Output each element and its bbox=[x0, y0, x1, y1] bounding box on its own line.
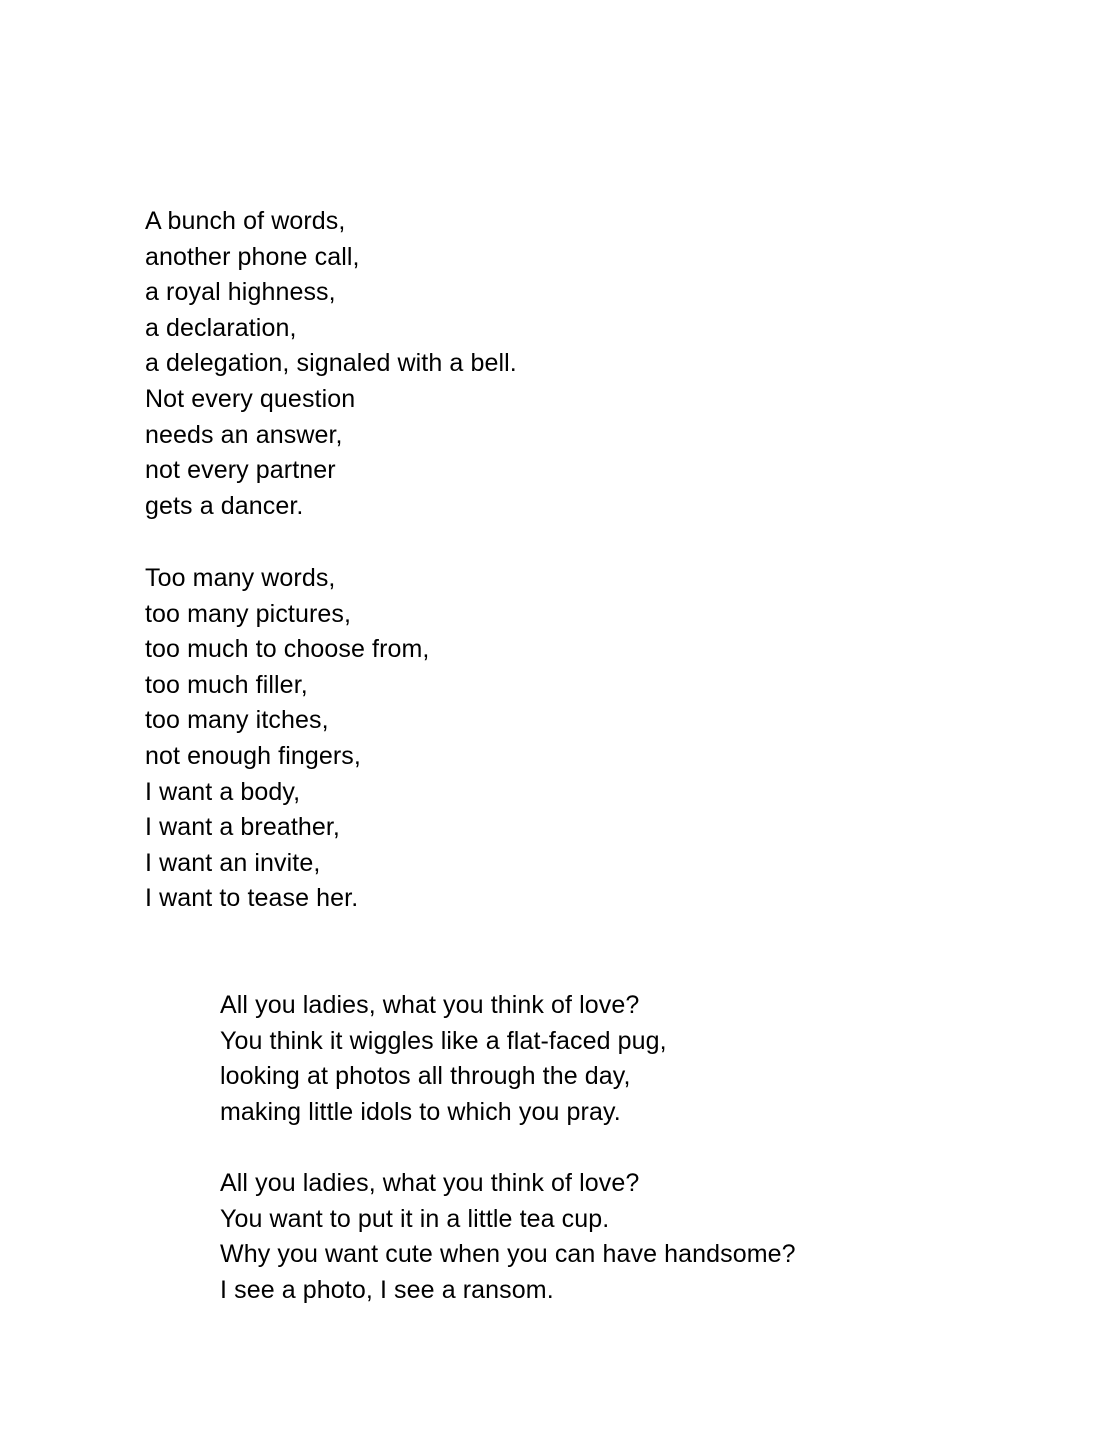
poem-line: a royal highness, bbox=[145, 278, 336, 307]
poem-line: You think it wiggles like a flat-faced pug, bbox=[220, 1026, 667, 1055]
poem-line: needs an answer, bbox=[145, 420, 343, 449]
stanza-3 bbox=[220, 988, 667, 1130]
poem-line: looking at photos all through the day, bbox=[220, 1062, 631, 1091]
poem-line: too much filler, bbox=[145, 670, 308, 699]
poem-line: All you ladies, what you think of love? bbox=[220, 1169, 640, 1197]
poem-line: Too many words, bbox=[145, 564, 336, 592]
poem-line: Why you want cute when you can have handsome? bbox=[220, 1240, 796, 1269]
stanza-2 bbox=[145, 561, 429, 917]
poem-line: I want an invite, bbox=[145, 848, 321, 877]
poem-line: gets a dancer. bbox=[145, 491, 304, 520]
poem-line: I see a photo, I see a ransom. bbox=[220, 1275, 554, 1304]
stanza-1 bbox=[145, 204, 517, 524]
poem-line: I want to tease her. bbox=[145, 884, 359, 913]
poem-line: too much to choose from, bbox=[145, 635, 430, 664]
poem-line: You want to put it in a little tea cup. bbox=[220, 1204, 610, 1233]
poem-line: a delegation, signaled with a bell. bbox=[145, 349, 517, 378]
poem-line: All you ladies, what you think of love? bbox=[220, 991, 640, 1019]
poem-line: making little idols to which you pray. bbox=[220, 1097, 621, 1126]
poem-line: another phone call, bbox=[145, 242, 360, 271]
poem-line: not every partner bbox=[145, 456, 336, 485]
poem-line: too many itches, bbox=[145, 706, 329, 735]
poem-line: Not every question bbox=[145, 384, 356, 413]
poem-line: not enough fingers, bbox=[145, 741, 361, 770]
poem-line: I want a breather, bbox=[145, 813, 340, 842]
poem-line: A bunch of words, bbox=[145, 207, 346, 235]
stanza-4 bbox=[220, 1166, 796, 1308]
poem-line: too many pictures, bbox=[145, 599, 352, 628]
poem-line: a declaration, bbox=[145, 313, 297, 342]
poem-line: I want a body, bbox=[145, 777, 301, 806]
